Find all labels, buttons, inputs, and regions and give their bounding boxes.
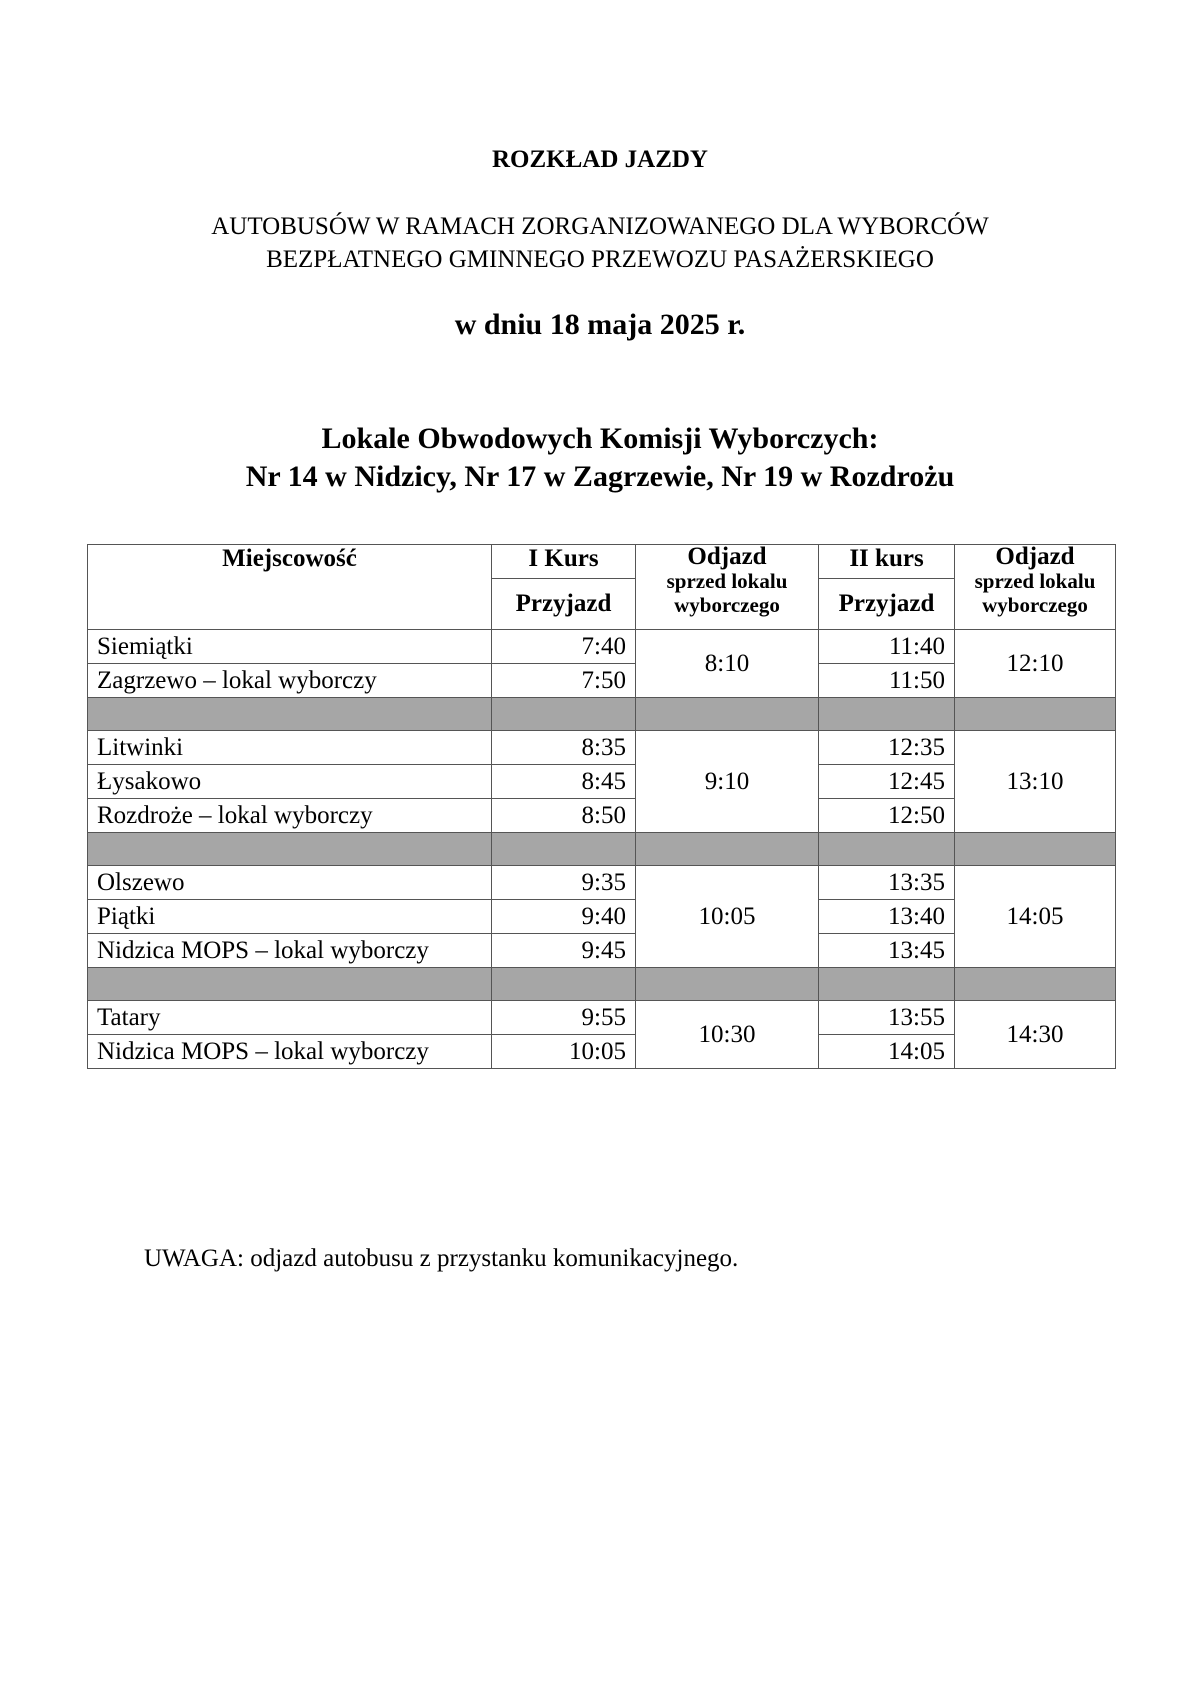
separator-cell (955, 968, 1116, 1001)
separator-cell (636, 833, 819, 866)
separator-cell (88, 833, 492, 866)
separator-cell (492, 968, 636, 1001)
arrival-2-cell: 12:35 (819, 731, 955, 765)
arrival-2-cell: 13:35 (819, 866, 955, 900)
document-title: ROZKŁAD JAZDY (492, 146, 708, 173)
group-separator-row (88, 968, 1116, 1001)
place-cell: Rozdroże – lokal wyborczy (88, 799, 492, 833)
arrival-2-cell: 13:40 (819, 900, 955, 934)
departure-2-sublabel: sprzed lokalu wyborczego (974, 569, 1096, 617)
arrival-2-cell: 12:50 (819, 799, 955, 833)
column-header-kurs-2: II kurs (819, 545, 955, 579)
table-row (88, 1001, 1116, 1035)
table-row (88, 630, 1116, 664)
column-header-departure-2 (955, 545, 1116, 630)
place-cell: Tatary (88, 1001, 492, 1035)
arrival-2-cell: 11:40 (819, 630, 955, 664)
arrival-1-cell: 10:05 (492, 1035, 636, 1069)
document-subtitle (0, 210, 1200, 276)
separator-cell (88, 968, 492, 1001)
table-row (88, 866, 1116, 900)
column-header-place: Miejscowość (88, 545, 492, 630)
departure-1-label: Odjazd (687, 543, 767, 570)
arrival-1-cell: 7:50 (492, 664, 636, 698)
departure-2-label: Odjazd (995, 543, 1075, 570)
departure-2-cell: 12:10 (955, 630, 1116, 698)
separator-cell (955, 833, 1116, 866)
timetable-header (88, 545, 1116, 630)
table-row (88, 731, 1116, 765)
timetable (87, 544, 1116, 1069)
polling-stations-line-1: Lokale Obwodowych Komisji Wyborczych: (321, 422, 879, 455)
column-header-kurs-1: I Kurs (492, 545, 636, 579)
separator-cell (955, 698, 1116, 731)
arrival-2-cell: 13:45 (819, 934, 955, 968)
arrival-2-cell: 14:05 (819, 1035, 955, 1069)
polling-stations-heading (0, 420, 1200, 496)
arrival-1-cell: 9:40 (492, 900, 636, 934)
arrival-1-cell: 9:35 (492, 866, 636, 900)
arrival-1-cell: 8:45 (492, 765, 636, 799)
separator-cell (492, 698, 636, 731)
arrival-1-cell: 8:35 (492, 731, 636, 765)
departure-1-cell: 8:10 (636, 630, 819, 698)
departure-2-cell: 13:10 (955, 731, 1116, 833)
subtitle-line-2: BEZPŁATNEGO GMINNEGO PRZEWOZU PASAŻERSKIEGO (266, 246, 934, 273)
column-header-arrival-2: Przyjazd (819, 579, 955, 630)
separator-cell (492, 833, 636, 866)
departure-1-cell: 10:05 (636, 866, 819, 968)
column-header-departure-1 (636, 545, 819, 630)
place-cell: Olszewo (88, 866, 492, 900)
departure-2-cell: 14:05 (955, 866, 1116, 968)
arrival-2-cell: 11:50 (819, 664, 955, 698)
separator-cell (819, 968, 955, 1001)
arrival-2-cell: 13:55 (819, 1001, 955, 1035)
arrival-1-cell: 9:45 (492, 934, 636, 968)
place-cell: Siemiątki (88, 630, 492, 664)
note-text: UWAGA: odjazd autobusu z przystanku komunikacyjnego. (144, 1245, 739, 1272)
departure-1-sublabel: sprzed lokalu wyborczego (666, 569, 788, 617)
column-header-arrival-1: Przyjazd (492, 579, 636, 630)
departure-2-cell: 14:30 (955, 1001, 1116, 1069)
place-cell: Łysakowo (88, 765, 492, 799)
separator-cell (88, 698, 492, 731)
arrival-1-cell: 7:40 (492, 630, 636, 664)
separator-cell (819, 698, 955, 731)
document-date: w dniu 18 maja 2025 r. (454, 308, 746, 341)
place-cell: Nidzica MOPS – lokal wyborczy (88, 934, 492, 968)
departure-1-cell: 10:30 (636, 1001, 819, 1069)
polling-stations-line-2: Nr 14 w Nidzicy, Nr 17 w Zagrzewie, Nr 19 w Rozdrożu (245, 460, 955, 493)
arrival-2-cell: 12:45 (819, 765, 955, 799)
separator-cell (636, 968, 819, 1001)
separator-cell (819, 833, 955, 866)
subtitle-line-1: AUTOBUSÓW W RAMACH ZORGANIZOWANEGO DLA WYBORCÓW (211, 213, 989, 240)
departure-1-cell: 9:10 (636, 731, 819, 833)
arrival-1-cell: 8:50 (492, 799, 636, 833)
group-separator-row (88, 833, 1116, 866)
place-cell: Zagrzewo – lokal wyborczy (88, 664, 492, 698)
place-cell: Piątki (88, 900, 492, 934)
place-cell: Litwinki (88, 731, 492, 765)
separator-cell (636, 698, 819, 731)
group-separator-row (88, 698, 1116, 731)
timetable-body (88, 630, 1116, 1069)
arrival-1-cell: 9:55 (492, 1001, 636, 1035)
place-cell: Nidzica MOPS – lokal wyborczy (88, 1035, 492, 1069)
